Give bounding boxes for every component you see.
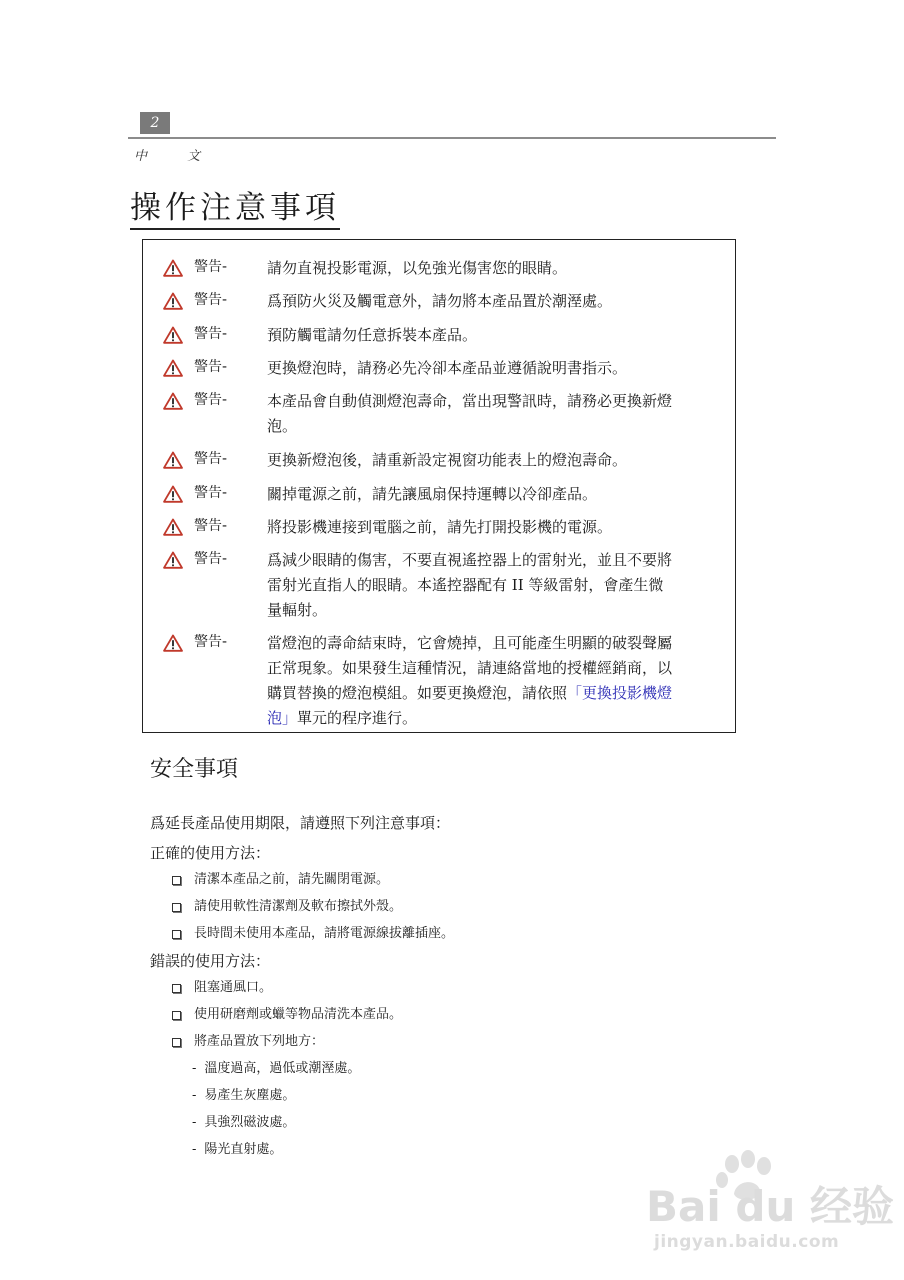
warning-text bbox=[267, 515, 725, 540]
warning-text bbox=[267, 389, 725, 439]
place-item: - 陽光直射處。 bbox=[192, 1142, 283, 1157]
warning-text-line: 量輻射。 bbox=[267, 601, 328, 619]
warning-text bbox=[267, 323, 725, 348]
warning-label: 警告- bbox=[194, 518, 228, 534]
warning-box bbox=[142, 239, 736, 733]
watermark-url: jingyan.baidu.com bbox=[654, 1232, 840, 1252]
warning-triangle-icon bbox=[163, 451, 183, 469]
place-item: - 溫度過高，過低或潮溼處。 bbox=[192, 1061, 361, 1076]
warning-label: 警告- bbox=[194, 326, 228, 342]
watermark bbox=[646, 1150, 894, 1260]
warning-text-line: 正常現象。如果發生這種情況，請連絡當地的授權經銷商，以 bbox=[267, 659, 673, 677]
replace-lamp-link[interactable]: 「更換投影機燈 bbox=[567, 684, 673, 702]
warning-text-line: 本產品會自動偵測燈泡壽命，當出現警訊時，請務必更換新燈 bbox=[267, 392, 673, 410]
warning-text-line: 泡」單元的程序進行。 bbox=[267, 709, 418, 727]
warning-triangle-icon bbox=[163, 392, 183, 410]
warning-label: 警告- bbox=[194, 634, 228, 650]
warning-triangle-icon bbox=[163, 634, 183, 652]
list-item: 使用研磨劑或蠟等物品清洗本產品。 bbox=[172, 1005, 402, 1025]
warning-label: 警告- bbox=[194, 485, 228, 501]
warning-label: 警告- bbox=[194, 359, 228, 375]
warning-text-line: 更換新燈泡後，請重新設定視窗功能表上的燈泡壽命。 bbox=[267, 451, 628, 469]
warning-label: 警告- bbox=[194, 551, 228, 567]
warning-text bbox=[267, 631, 725, 731]
warning-triangle-icon bbox=[163, 518, 183, 536]
warning-text-line: 泡。 bbox=[267, 417, 298, 435]
warning-text bbox=[267, 256, 725, 281]
list-item: 清潔本產品之前，請先關閉電源。 bbox=[172, 870, 389, 890]
safety-title: 安全事項 bbox=[150, 757, 239, 782]
checkbox-bullet-icon bbox=[172, 984, 181, 993]
language-label: 中 文 bbox=[134, 149, 219, 164]
checkbox-bullet-icon bbox=[172, 1011, 181, 1020]
page-title: 操作注意事項 bbox=[130, 189, 340, 230]
warning-text-line: 預防觸電請勿任意拆裝本產品。 bbox=[267, 326, 478, 344]
warning-text-line: 請勿直視投影電源，以免強光傷害您的眼睛。 bbox=[267, 259, 568, 277]
warning-text-line: 爲減少眼睛的傷害，不要直視遙控器上的雷射光，並且不要將 bbox=[267, 551, 673, 569]
warning-text bbox=[267, 448, 725, 473]
replace-lamp-link[interactable]: 泡」 bbox=[267, 709, 298, 727]
checkbox-bullet-icon bbox=[172, 903, 181, 912]
warning-label: 警告- bbox=[194, 451, 228, 467]
place-item: - 易產生灰塵處。 bbox=[192, 1088, 296, 1103]
warning-triangle-icon bbox=[163, 551, 183, 569]
page-number: 2 bbox=[140, 112, 170, 134]
warning-triangle-icon bbox=[163, 292, 183, 310]
list-item: 阻塞通風口。 bbox=[172, 978, 272, 998]
header-rule bbox=[128, 137, 776, 139]
warning-label: 警告- bbox=[194, 292, 228, 308]
list-item: 長時間未使用本產品，請將電源線拔離插座。 bbox=[172, 924, 454, 944]
warning-text-line: 當燈泡的壽命結束時，它會燒掉，且可能產生明顯的破裂聲屬 bbox=[267, 634, 673, 652]
warning-label: 警告- bbox=[194, 392, 228, 408]
correct-usage-heading: 正確的使用方法： bbox=[150, 844, 271, 862]
warning-text bbox=[267, 289, 725, 314]
warning-text-line: 爲預防火災及觸電意外，請勿將本產品置於潮溼處。 bbox=[267, 292, 613, 310]
warning-text bbox=[267, 482, 725, 507]
warning-triangle-icon bbox=[163, 259, 183, 277]
checkbox-bullet-icon bbox=[172, 876, 181, 885]
warning-text bbox=[267, 356, 725, 381]
warning-text-line: 將投影機連接到電腦之前，請先打開投影機的電源。 bbox=[267, 518, 613, 536]
warning-label: 警告- bbox=[194, 259, 228, 275]
warning-text-line: 雷射光直指人的眼睛。本遙控器配有 II 等級雷射，會產生微 bbox=[267, 576, 664, 594]
checkbox-bullet-icon bbox=[172, 1038, 181, 1047]
warning-text-line: 購買替換的燈泡模組。如要更換燈泡，請依照「更換投影機燈 bbox=[267, 684, 673, 702]
wrong-usage-heading: 錯誤的使用方法： bbox=[150, 952, 271, 970]
warning-triangle-icon bbox=[163, 485, 183, 503]
warning-text bbox=[267, 548, 725, 623]
watermark-brand: Bai du 经验 bbox=[646, 1182, 894, 1231]
warning-triangle-icon bbox=[163, 359, 183, 377]
safety-intro: 爲延長產品使用期限，請遵照下列注意事項： bbox=[150, 814, 451, 832]
warning-text-line: 關掉電源之前，請先讓風扇保持運轉以冷卻產品。 bbox=[267, 485, 598, 503]
checkbox-bullet-icon bbox=[172, 930, 181, 939]
warning-triangle-icon bbox=[163, 326, 183, 344]
list-item: 請使用軟性清潔劑及軟布擦拭外殼。 bbox=[172, 897, 402, 917]
place-item: - 具強烈磁波處。 bbox=[192, 1115, 296, 1130]
list-item: 將產品置放下列地方： bbox=[172, 1032, 324, 1052]
warning-text-line: 更換燈泡時，請務必先冷卻本產品並遵循說明書指示。 bbox=[267, 359, 628, 377]
